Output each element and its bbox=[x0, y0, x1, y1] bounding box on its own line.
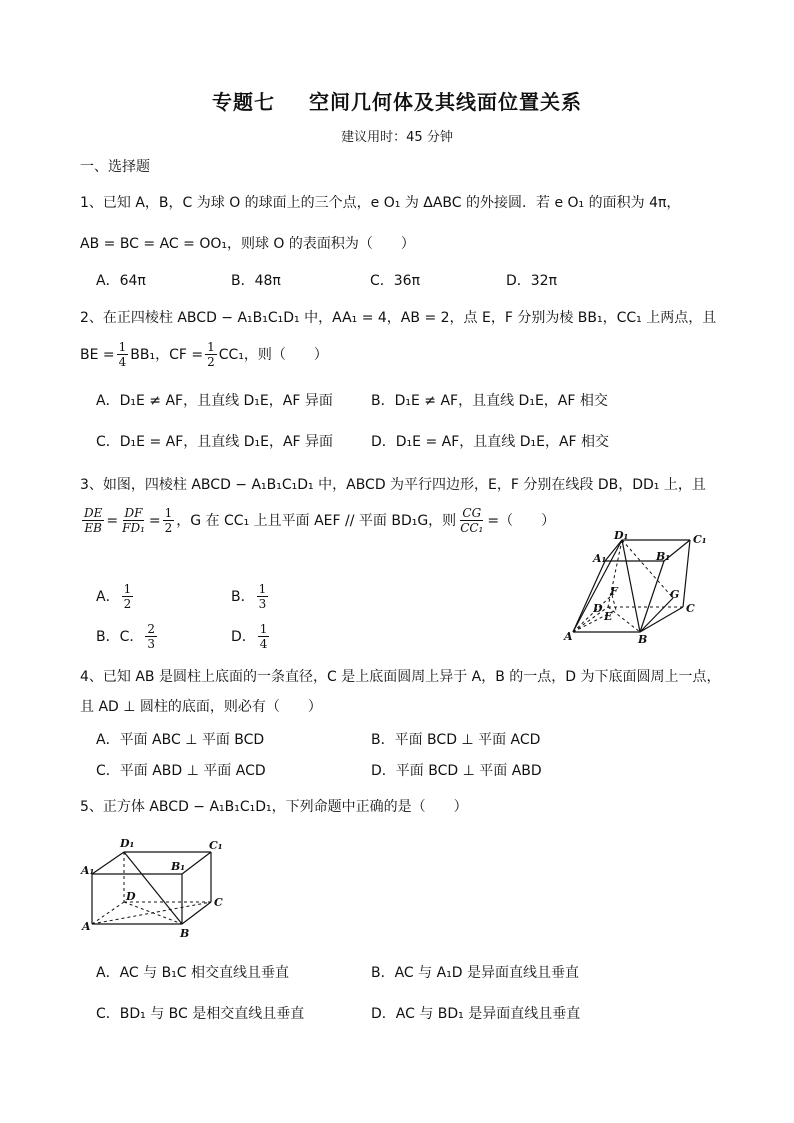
q3-mid: ，G 在 CC₁ 上且平面 AEF // 平面 BD₁G，则 bbox=[176, 512, 457, 529]
q2-fraction-1 bbox=[117, 340, 129, 369]
q2-line2-mid: BB₁，CF = bbox=[130, 346, 204, 363]
q3-label-c1: C₁ bbox=[693, 533, 707, 546]
q3-f2-den: FD₁ bbox=[122, 521, 145, 535]
q3-line2 bbox=[80, 506, 555, 535]
q5-option-d[interactable]: D．AC 与 BD₁ 是异面直线且垂直 bbox=[371, 1006, 581, 1022]
q4-option-b[interactable]: B．平面 BCD ⊥ 平面 ACD bbox=[371, 732, 541, 748]
q4-option-d[interactable]: D．平面 BCD ⊥ 平面 ABD bbox=[371, 763, 542, 779]
q3-option-b-label: B． bbox=[231, 588, 255, 605]
q2-line1: 2、在正四棱柱 ABCD − A₁B₁C₁D₁ 中，AA₁ = 4，AB = 2，点 E，F 分别为棱 BB₁，CC₁ 上两点，且 bbox=[80, 310, 717, 326]
q2-option-a[interactable]: A．D₁E ≠ AF，且直线 D₁E，AF 异面 bbox=[96, 393, 333, 409]
q3-option-b-num: 1 bbox=[258, 582, 267, 596]
q1-line1: 1、已知 A，B，C 为球 O 的球面上的三个点，e O₁ 为 ΔABC 的外接圆．若 e O₁ 的面积为 4π， bbox=[80, 195, 681, 211]
page-title bbox=[0, 86, 794, 115]
q3-label-f: F bbox=[610, 585, 618, 598]
q1-option-a[interactable]: A．64π bbox=[96, 273, 146, 289]
q5-label-a: A bbox=[82, 920, 91, 933]
q5-label-c: C bbox=[214, 896, 223, 909]
suggested-time: 建议用时：45 分钟 bbox=[341, 130, 453, 145]
q3-option-c-den: 3 bbox=[147, 637, 156, 651]
q3-label-b1: B₁ bbox=[656, 550, 671, 563]
q3-option-c-fraction bbox=[145, 622, 157, 651]
q3-option-a[interactable] bbox=[96, 582, 135, 611]
q5-label-b1: B₁ bbox=[171, 860, 186, 873]
q3-label-g: G bbox=[670, 588, 680, 601]
q3-f3-num: 1 bbox=[164, 506, 173, 520]
q2-fraction-2-den: 2 bbox=[207, 355, 215, 369]
q3-label-b: B bbox=[638, 633, 648, 646]
title-topic: 专题七 bbox=[212, 90, 275, 114]
q4-line2: 且 AD ⊥ 圆柱的底面，则必有（ ） bbox=[80, 699, 322, 715]
q3-fraction-de-eb bbox=[82, 506, 104, 535]
q3-tail: =（ ） bbox=[487, 512, 556, 529]
q3-option-b-fraction bbox=[257, 582, 269, 611]
q3-option-b[interactable] bbox=[231, 582, 270, 611]
q3-f3-den: 2 bbox=[164, 521, 173, 535]
q3-option-d-fraction bbox=[258, 622, 270, 651]
q2-line2-suffix: CC₁，则（ ） bbox=[218, 346, 328, 363]
q5-label-b: B bbox=[180, 927, 190, 940]
q3-option-d-label: D． bbox=[231, 628, 256, 645]
q3-fraction-df-fd1 bbox=[120, 506, 147, 535]
q5-option-c[interactable]: C．BD₁ 与 BC 是相交直线且垂直 bbox=[96, 1006, 305, 1022]
q3-option-c[interactable] bbox=[96, 622, 159, 651]
q3-f4-den: CC₁ bbox=[460, 521, 484, 535]
q2-fraction-1-den: 4 bbox=[118, 355, 127, 369]
q3-eq1: = bbox=[106, 512, 119, 529]
q2-fraction-1-num: 1 bbox=[118, 340, 127, 354]
q4-option-a[interactable]: A．平面 ABC ⊥ 平面 BCD bbox=[96, 732, 265, 748]
q3-fraction-half bbox=[163, 506, 175, 535]
q3-option-a-label: A． bbox=[96, 588, 120, 605]
q5-line1: 5、正方体 ABCD − A₁B₁C₁D₁，下列命题中正确的是（ ） bbox=[80, 799, 468, 815]
q3-prism-figure bbox=[560, 528, 720, 646]
q3-option-d-den: 4 bbox=[259, 637, 268, 651]
q3-option-c-num: 2 bbox=[147, 622, 156, 636]
q3-label-d1: D₁ bbox=[614, 529, 629, 542]
q5-label-a1: A₁ bbox=[81, 864, 95, 877]
title-subject: 空间几何体及其线面位置关系 bbox=[309, 90, 582, 114]
q3-label-a: A bbox=[564, 630, 573, 643]
q4-line1: 4、已知 AB 是圆柱上底面的一条直径，C 是上底面圆周上异于 A，B 的一点，D 为下底面圆周上一点， bbox=[80, 669, 721, 685]
q3-f4-num: CG bbox=[462, 506, 482, 520]
q3-option-b-den: 3 bbox=[258, 597, 267, 611]
q2-fraction-2-num: 1 bbox=[207, 340, 215, 354]
q3-option-d[interactable] bbox=[231, 622, 271, 651]
q5-option-b[interactable]: B．AC 与 A₁D 是异面直线且垂直 bbox=[371, 965, 580, 981]
q3-fraction-cg-cc1 bbox=[458, 506, 485, 535]
q3-f2-num: DF bbox=[124, 506, 143, 520]
q3-label-c: C bbox=[686, 602, 695, 615]
q4-option-c[interactable]: C．平面 ABD ⊥ 平面 ACD bbox=[96, 763, 266, 779]
q2-fraction-2 bbox=[205, 340, 217, 369]
q3-label-a1: A₁ bbox=[593, 552, 607, 565]
q2-line2-prefix: BE = bbox=[80, 346, 115, 363]
q3-eq2: = bbox=[148, 512, 161, 529]
section-heading: 一、选择题 bbox=[80, 159, 150, 175]
q3-label-e: E bbox=[604, 610, 613, 623]
q5-label-d: D bbox=[126, 890, 136, 903]
q3-line1: 3、如图，四棱柱 ABCD − A₁B₁C₁D₁ 中，ABCD 为平行四边形，E，F 分别在线段 DB，DD₁ 上，且 bbox=[80, 477, 706, 493]
q1-option-b[interactable]: B．48π bbox=[231, 273, 281, 289]
q2-line2 bbox=[80, 340, 328, 369]
q3-f1-num: DE bbox=[84, 506, 103, 520]
q2-option-c[interactable]: C．D₁E = AF，且直线 D₁E，AF 异面 bbox=[96, 434, 334, 450]
q3-option-a-den: 2 bbox=[123, 597, 132, 611]
q2-option-b[interactable]: B．D₁E ≠ AF，且直线 D₁E，AF 相交 bbox=[371, 393, 608, 409]
q3-option-a-fraction bbox=[122, 582, 134, 611]
q1-line2: AB = BC = AC = OO₁，则球 O 的表面积为（ ） bbox=[80, 236, 415, 252]
q5-label-c1: C₁ bbox=[209, 839, 223, 852]
q3-label-d: D bbox=[593, 602, 603, 615]
q1-option-c[interactable]: C．36π bbox=[370, 273, 421, 289]
q1-option-d[interactable]: D．32π bbox=[506, 273, 558, 289]
q3-option-a-num: 1 bbox=[123, 582, 132, 596]
q5-label-d1: D₁ bbox=[120, 837, 135, 850]
q3-f1-den: EB bbox=[84, 521, 102, 535]
q3-option-c-label: B．C． bbox=[96, 628, 144, 645]
q5-cuboid-figure bbox=[78, 832, 238, 942]
q3-option-d-num: 1 bbox=[259, 622, 268, 636]
q5-option-a[interactable]: A．AC 与 B₁C 相交直线且垂直 bbox=[96, 965, 290, 981]
q2-option-d[interactable]: D．D₁E = AF，且直线 D₁E，AF 相交 bbox=[371, 434, 610, 450]
